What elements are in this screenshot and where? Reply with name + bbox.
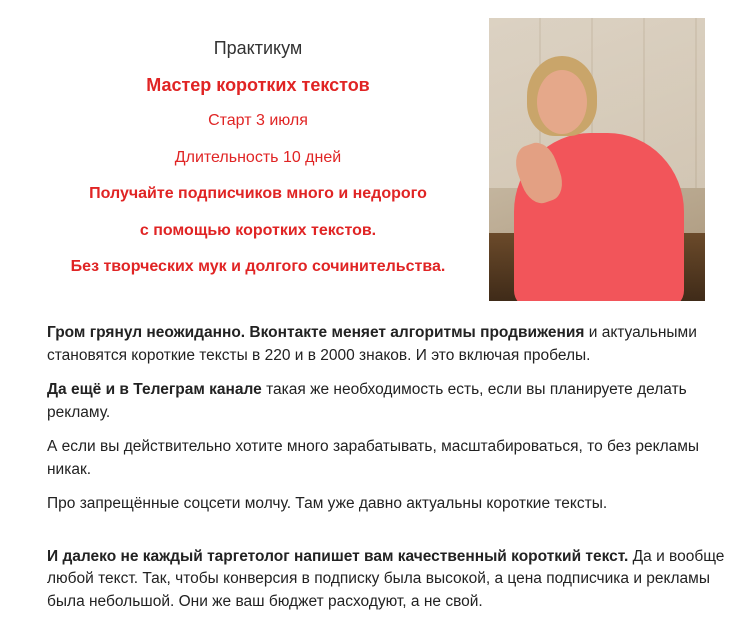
paragraph — [47, 546, 727, 614]
paragraph-text: и актуальными становятся короткие тексты в 220 и в 2000 знаков. И это включая пробелы. — [47, 324, 697, 364]
paragraph-text: А если вы действительно хотите много зарабатывать, масштабироваться, то без рекламы никак. — [47, 438, 700, 478]
paragraph-bold: И далеко не каждый таргетолог напишет вам качественный короткий текст. — [47, 547, 629, 565]
course-start: Старт 3 июля — [208, 112, 308, 129]
article-body — [47, 322, 727, 625]
paragraph-text: Да и вообще любой текст. Так, чтобы конверсия в подписку была высокой, а цена подписчика и рекламы была небольшой. Они же ваш бюджет расходуют, а не свой. — [47, 547, 725, 610]
paragraph — [47, 436, 727, 481]
paragraph — [47, 493, 727, 516]
paragraph-bold: Да ещё и в Телеграм канале — [47, 381, 262, 398]
tagline-1: Получайте подписчиков много и недорого — [89, 185, 427, 202]
paragraph-text: такая же необходимость есть, если вы планируете делать рекламу. — [47, 381, 687, 421]
author-photo — [489, 18, 705, 301]
course-name: Мастер коротких текстов — [146, 74, 370, 95]
paragraph — [47, 379, 727, 424]
tagline-2: с помощью коротких текстов. — [139, 221, 377, 239]
course-duration: Длительность 10 дней — [174, 148, 342, 166]
paragraph — [47, 322, 727, 367]
paragraph-bold: Гром грянул неожиданно. Вконтакте меняет алгоритмы продвижения — [47, 324, 585, 341]
header-title: Практикум — [213, 38, 303, 58]
course-header — [40, 30, 476, 286]
paragraph-text: Про запрещённые соцсети молчу. Там уже давно актуальны короткие тексты. — [47, 495, 608, 512]
tagline-3: Без творческих мук и долгого сочинительства. — [70, 258, 446, 275]
